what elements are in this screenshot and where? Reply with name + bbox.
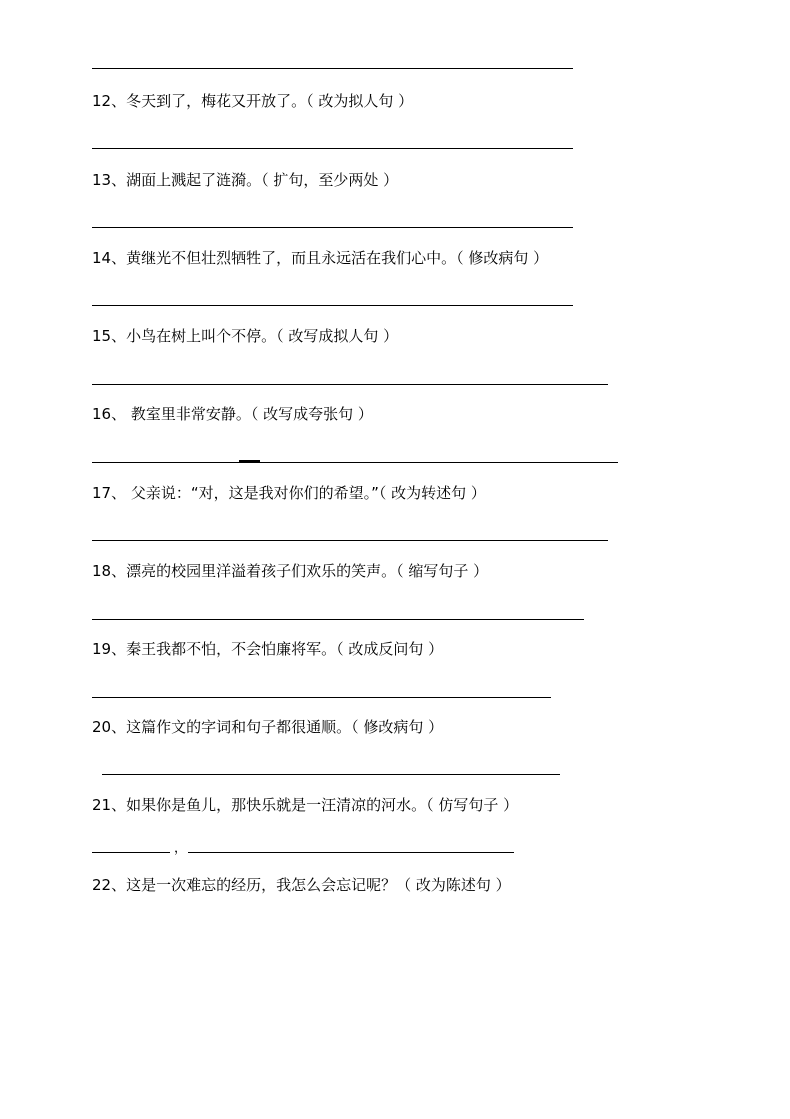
answer-line-18[interactable] <box>92 619 584 620</box>
question-21: 21、如果你是鱼儿，那快乐就是一汪清凉的河水。（ 仿写句子 ） <box>92 796 519 814</box>
answer-line-20[interactable] <box>102 774 560 775</box>
answer-line-19[interactable] <box>92 697 551 698</box>
answer-line-14[interactable] <box>92 305 573 306</box>
question-13: 13、湖面上溅起了涟漪。（ 扩句，至少两处 ） <box>92 171 399 189</box>
question-16: 16、 教室里非常安静。（ 改写成夸张句 ） <box>92 405 373 423</box>
question-22: 22、这是一次难忘的经历，我怎么会忘记呢？（ 改为陈述句 ） <box>92 876 511 894</box>
question-14: 14、黄继光不但壮烈牺牲了，而且永远活在我们心中。（ 修改病句 ） <box>92 249 549 267</box>
answer-line-21a[interactable] <box>92 852 170 853</box>
answer-line-13[interactable] <box>92 227 573 228</box>
question-19: 19、秦王我都不怕，不会怕廉将军。（ 改成反问句 ） <box>92 640 444 658</box>
question-17: 17、 父亲说：“对，这是我对你们的希望。”（ 改为转述句 ） <box>92 484 486 502</box>
question-12: 12、冬天到了，梅花又开放了。（ 改为拟人句 ） <box>92 92 414 110</box>
answer-line-21b[interactable] <box>188 852 514 853</box>
question-18: 18、漂亮的校园里洋溢着孩子们欢乐的笑声。（ 缩写句子 ） <box>92 562 489 580</box>
answer-line-17[interactable] <box>92 540 608 541</box>
answer-line-15[interactable] <box>92 384 608 385</box>
separator-comma: ， <box>174 841 188 856</box>
answer-line-11[interactable] <box>92 68 573 69</box>
answer-line-12[interactable] <box>92 148 573 149</box>
question-15: 15、小鸟在树上叫个不停。（ 改写成拟人句 ） <box>92 327 399 345</box>
question-20: 20、这篇作文的字词和句子都很通顺。（ 修改病句 ） <box>92 718 444 736</box>
answer-line-16[interactable] <box>92 462 618 463</box>
answer-line-16-mark <box>239 460 260 462</box>
